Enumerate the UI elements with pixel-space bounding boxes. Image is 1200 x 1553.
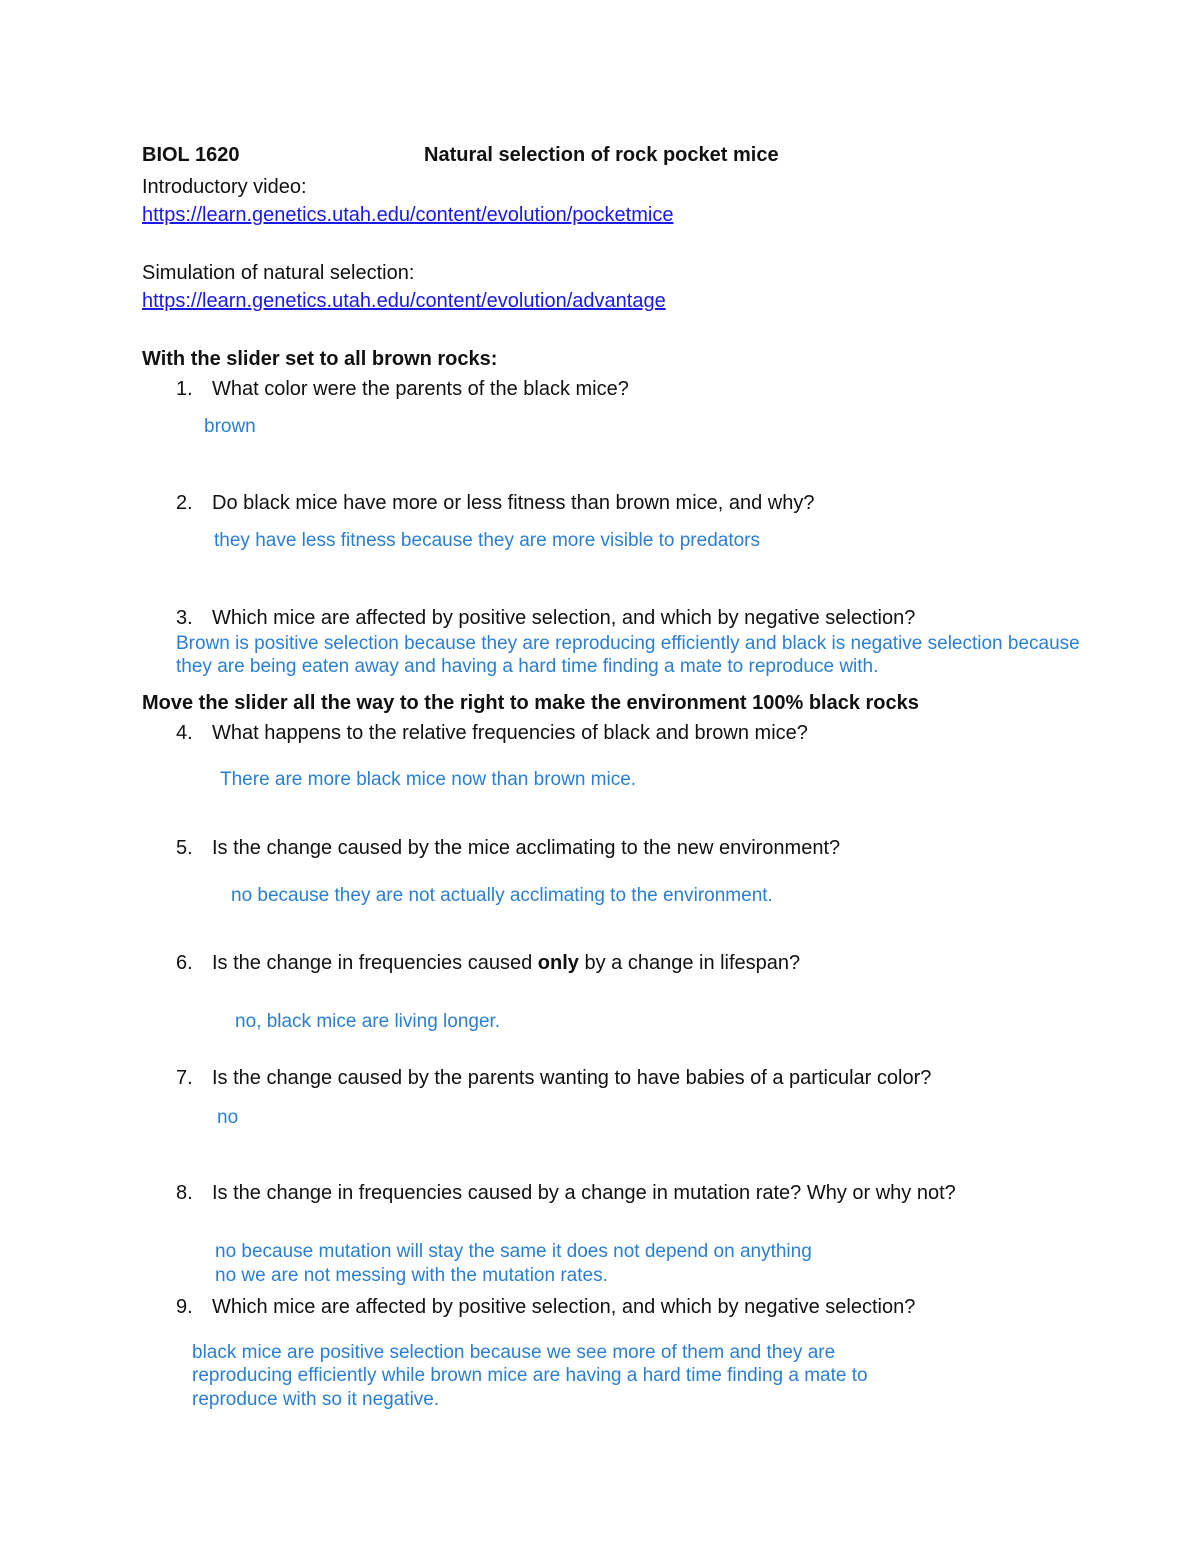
section-heading-brown-rocks: With the slider set to all brown rocks: bbox=[142, 348, 498, 370]
question-text-emphasis: only bbox=[537, 952, 579, 974]
question-number: 9. bbox=[176, 1296, 193, 1318]
question-number: 5. bbox=[176, 837, 193, 859]
question-8 bbox=[176, 1180, 956, 1206]
question-number: 3. bbox=[176, 607, 193, 629]
question-number: 7. bbox=[176, 1067, 193, 1089]
question-text: What color were the parents of the black mice? bbox=[212, 378, 629, 400]
question-7 bbox=[176, 1065, 931, 1091]
answer-9-line-3: reproduce with so it negative. bbox=[192, 1389, 440, 1410]
answer-4: There are more black mice now than brown mice. bbox=[220, 769, 637, 790]
question-text: Is the change caused by the mice acclimating to the new environment? bbox=[212, 837, 841, 859]
answer-3-line-1: Brown is positive selection because they are reproducing efficiently and black is negative selection because bbox=[176, 633, 1080, 654]
question-text: Do black mice have more or less fitness than brown mice, and why? bbox=[212, 492, 815, 514]
course-code: BIOL 1620 bbox=[142, 144, 240, 166]
question-9 bbox=[176, 1294, 915, 1320]
answer-3-line-2: they are being eaten away and having a hard time finding a mate to reproduce with. bbox=[176, 656, 879, 677]
question-1 bbox=[176, 376, 629, 402]
answer-1: brown bbox=[204, 416, 256, 437]
question-text: Which mice are affected by positive selection, and which by negative selection? bbox=[212, 607, 916, 629]
question-6 bbox=[176, 950, 800, 976]
answer-7: no bbox=[217, 1107, 239, 1128]
question-text-before: Is the change in frequencies caused bbox=[212, 952, 538, 974]
question-3 bbox=[176, 605, 915, 631]
answer-8-line-1: no because mutation will stay the same it does not depend on anything bbox=[215, 1241, 812, 1262]
answer-6: no, black mice are living longer. bbox=[235, 1011, 501, 1032]
intro-video-label: Introductory video: bbox=[142, 176, 307, 198]
answer-5: no because they are not actually acclimating to the environment. bbox=[231, 885, 773, 906]
question-number: 6. bbox=[176, 952, 193, 974]
question-text: Which mice are affected by positive selection, and which by negative selection? bbox=[212, 1296, 916, 1318]
page-title: Natural selection of rock pocket mice bbox=[424, 144, 779, 166]
question-2 bbox=[176, 490, 815, 516]
question-number: 2. bbox=[176, 492, 193, 514]
question-number: 8. bbox=[176, 1182, 193, 1204]
question-text: What happens to the relative frequencies of black and brown mice? bbox=[212, 722, 808, 744]
section-heading-black-rocks: Move the slider all the way to the right to make the environment 100% black rocks bbox=[142, 692, 919, 714]
answer-9-line-1: black mice are positive selection because we see more of them and they are bbox=[192, 1342, 836, 1363]
question-text-after: by a change in lifespan? bbox=[578, 952, 801, 974]
intro-video-link[interactable]: https://learn.genetics.utah.edu/content/evolution/pocketmice bbox=[142, 204, 674, 226]
simulation-link[interactable]: https://learn.genetics.utah.edu/content/evolution/advantage bbox=[142, 290, 666, 312]
question-text: Is the change caused by the parents wanting to have babies of a particular color? bbox=[212, 1067, 932, 1089]
question-4 bbox=[176, 720, 808, 746]
answer-8-line-2: no we are not messing with the mutation rates. bbox=[215, 1265, 608, 1286]
question-text: Is the change in frequencies caused by a change in mutation rate? Why or why not? bbox=[212, 1182, 956, 1204]
answer-2: they have less fitness because they are more visible to predators bbox=[214, 530, 761, 551]
question-number: 4. bbox=[176, 722, 193, 744]
answer-9-line-2: reproducing efficiently while brown mice are having a hard time finding a mate to bbox=[192, 1365, 868, 1386]
simulation-label: Simulation of natural selection: bbox=[142, 262, 415, 284]
question-5 bbox=[176, 835, 840, 861]
question-number: 1. bbox=[176, 378, 193, 400]
